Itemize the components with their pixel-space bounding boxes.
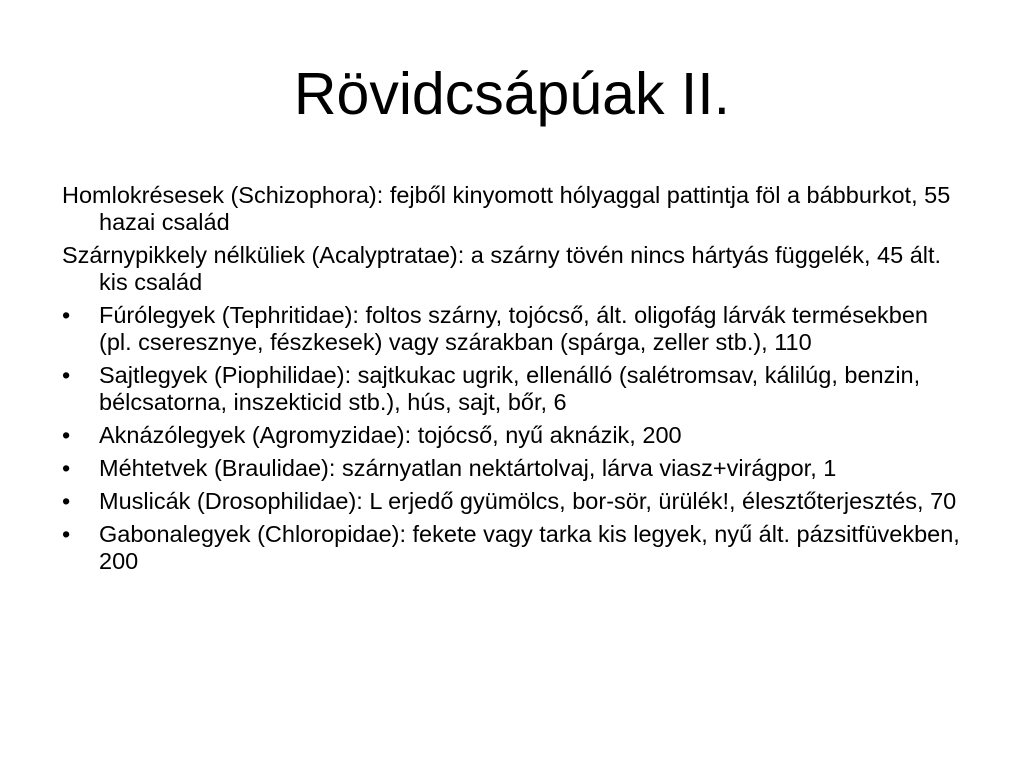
list-item-text: Sajtlegyek (Piophilidae): sajtkukac ugrik, ellenálló (salétromsav, kálilúg, benzin, bélcsatorna, inszekticid stb.), hús, sajt, bőr, 6 (99, 362, 921, 415)
list-item-text: Gabonalegyek (Chloropidae): fekete vagy tarka kis legyek, nyű ált. pázsitfüvekben, 200 (99, 521, 960, 574)
bullet-marker: • (62, 488, 71, 514)
list-item-braulidae (62, 455, 967, 482)
list-item-agromyzidae (62, 422, 967, 449)
slide-title: Rövidcsápúak II. (293, 61, 731, 127)
bullet-marker: • (62, 455, 71, 481)
paragraph-acalyptratae: Szárnypikkely nélküliek (Acalyptratae): a szárny tövén nincs hártyás függelék, 45 ált. kis család (62, 242, 942, 295)
paragraph-schizophora: Homlokrésesek (Schizophora): fejből kinyomott hólyaggal pattintja föl a bábburkot, 55 hazai család (62, 182, 951, 235)
list-item-text: Muslicák (Drosophilidae): L erjedő gyümölcs, bor-sör, ürülék!, élesztőterjesztés, 70 (99, 488, 957, 514)
list-item-text: Fúrólegyek (Tephritidae): foltos szárny, tojócső, ált. oligofág lárvák termésekben (pl. cseresznye, fészkesek) vagy szárakban (spárga, zeller stb.), 110 (99, 302, 928, 355)
bullet-marker: • (62, 302, 71, 328)
list-item-text: Méhtetvek (Braulidae): szárnyatlan nektártolvaj, lárva viasz+virágpor, 1 (99, 455, 837, 481)
list-item-chloropidae (62, 521, 967, 575)
list-item-drosophilidae (62, 488, 967, 515)
list-item-tephritidae (62, 302, 967, 356)
bullet-marker: • (62, 521, 71, 547)
list-item-piophilidae (62, 362, 967, 416)
bullet-marker: • (62, 422, 71, 448)
list-item-text: Aknázólegyek (Agromyzidae): tojócső, nyű aknázik, 200 (99, 422, 682, 448)
bullet-marker: • (62, 362, 71, 388)
slide-content (62, 182, 967, 581)
